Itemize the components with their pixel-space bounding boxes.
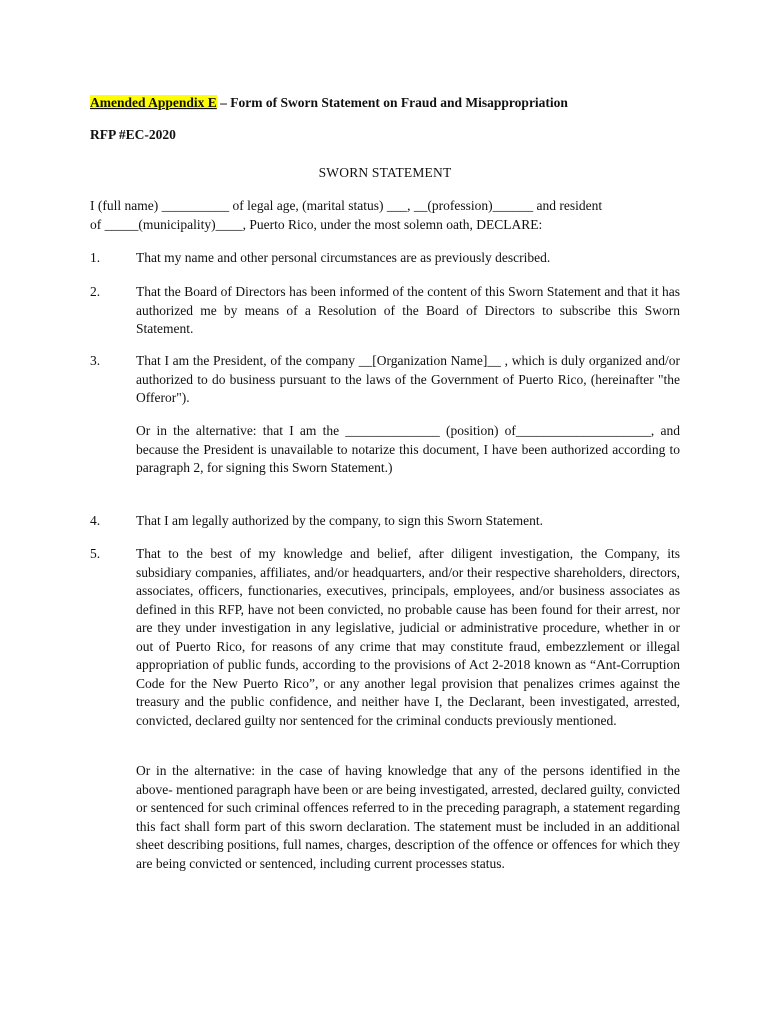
item-number: 2. — [90, 284, 101, 299]
title-highlight: Amended Appendix E — [90, 95, 217, 110]
item-text — [136, 512, 680, 531]
item-3-text: That I am the President, of the company __[Organization Name]__ , which is duly organized and/or authorized to do business pursuant to the laws of the Government of Puerto Rico, (hereinafter "the Offeror"). — [136, 353, 680, 405]
statement-heading: SWORN STATEMENT — [318, 165, 452, 180]
item-3-alternative — [136, 422, 680, 478]
item-text — [136, 352, 680, 408]
intro-paragraph — [90, 197, 680, 234]
intro-line-2: of _____(municipality)____, Puerto Rico, under the most solemn oath, DECLARE: — [90, 216, 543, 232]
document-title — [90, 94, 690, 113]
item-5-alternative — [136, 762, 680, 873]
item-number: 5. — [90, 546, 101, 561]
rfp-number: RFP #EC-2020 — [90, 127, 176, 142]
item-5-alternative-text: Or in the alternative: in the case of having knowledge that any of the persons identified in the above- mentioned paragraph have been or are being investigated, arrested, declared guilty, convicted or sentenced for such criminal offences referred to in the preceding paragraph, a statement regarding this fact shall form part of this sworn declaration. The statement must be included in an additional sheet describing positions, full names, charges, description of the offence or offences for which they are being convicted or sentenced, including current processes status. — [136, 763, 680, 871]
item-text — [136, 283, 680, 339]
item-4-text: That I am legally authorized by the company, to sign this Sworn Statement. — [136, 513, 544, 528]
item-text — [136, 545, 680, 730]
item-1-text: That my name and other personal circumstances are as previously described. — [136, 250, 551, 265]
item-number: 1. — [90, 250, 101, 265]
item-text — [136, 249, 680, 268]
item-3-alternative-text: Or in the alternative: that I am the ______________ (position) of____________________, and because the President is unavailable to notarize this document, I have been authorized according to paragraph 2, for signing this Sworn Statement.) — [136, 423, 680, 475]
intro-line-1: I (full name) __________ of legal age, (marital status) ___, __(profession)______ and resident — [90, 198, 603, 213]
item-5-text: That to the best of my knowledge and belief, after diligent investigation, the Company, its subsidiary companies, affiliates, and/or headquarters, and/or their respective shareholders, directors, associates, officers, functionaries, executives, principals, employees, and/or business associates as defined in this RFP, have not been convicted, no probable cause has been found for their arrest, nor are they under investigation in any legislative, judicial or administrative procedure, whether in or out of Puerto Rico, for reasons of any crime that may constitute fraud, embezzlement or illegal appropriation of public funds, according to the provisions of Act 2-2018 known as “Ant-Corruption Code for the New Puerto Rico”, or any another legal provision that penalizes crimes against the treasury and the public confidence, and neither have I, the Declarant, been investigated, arrested, convicted, declared guilty nor sentenced for the criminal conducts previously mentioned. — [136, 546, 680, 728]
item-number: 3. — [90, 353, 101, 368]
title-rest: – Form of Sworn Statement on Fraud and Misappropriation — [216, 95, 568, 110]
item-number: 4. — [90, 513, 101, 528]
item-2-text: That the Board of Directors has been informed of the content of this Sworn Statement and that it has authorized me by means of a Resolution of the Board of Directors to subscribe this Sworn Statement. — [136, 284, 680, 336]
